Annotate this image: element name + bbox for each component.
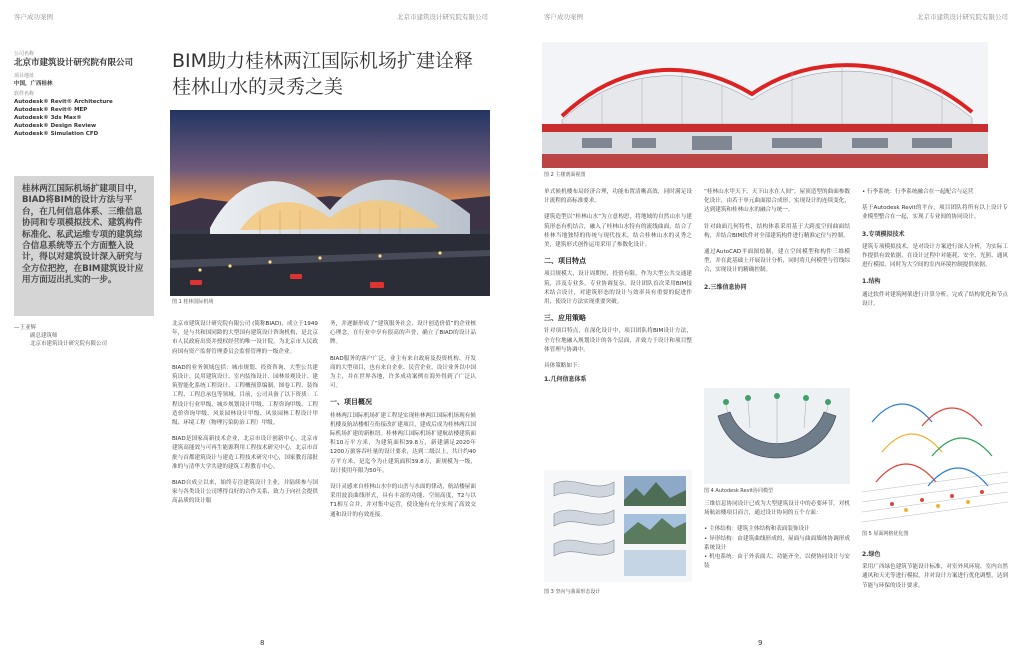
- quote-attribution: [14, 324, 154, 348]
- paragraph: 北京市建筑设计研究院有限公司 (简称BIAD)，成立于1949年，是与共和国同龄的大型国有建筑设计咨询机构，是北京市人民政府出资并授权经营的唯一设计院，为北京市人民政府国有资产监督管理委员会监督管理的一级企业。: [172, 321, 318, 355]
- list-item: 1.几何信息体系: [544, 376, 587, 384]
- paragraph: 基于Autodesk Revit的平台，项目团队将所有以上设计专业模型整合在一起，实现了专业间的协同设计。: [862, 205, 1008, 221]
- page-header-right: 北京市建筑设计研究院有限公司: [397, 13, 488, 21]
- paragraph: 通过AutoCAD平面图绘制，建立空间模型和构件三维模型，并在此基础上开展设计分析，同时将几何模型与管线综合，实现设计的精确控制。: [704, 249, 850, 274]
- render-caption: 图 2 主楼剖面视图: [544, 172, 586, 178]
- bullet-item: • 主体结构：建筑主体结构和表面装饰设计: [704, 526, 810, 533]
- paragraph: 针对项目特点，在深化设计中，项目团队将BIM设计方法，全方位地融入规划设计的各个层面，并致力于设计和项目整体管理与协调中。: [544, 328, 692, 353]
- paragraph: 建筑专项模拟技术，是对设计方案进行深入分析，为实际工作提供有效依据，在设计过程中对能耗、安全、光照、通风进行模拟，同时为大空间的室内环境控制提供依据。: [862, 243, 1008, 269]
- meta-label: 项目地址: [14, 73, 35, 79]
- paragraph: 项目规模大，设计周期短，投资有限，作为大型公共交通建筑，涉及专业多，专业协调复杂，设计团队首次采用BIM技术结合设计，对建筑形态的设计与效率具有重要的促进作用，使设计方法实现重要突破。: [544, 271, 692, 306]
- list-intro: 具体策略如下：: [544, 363, 584, 370]
- page-header-right: 北京市建筑设计研究院有限公司: [917, 13, 1008, 21]
- paragraph: 针对曲面几何特性，结构体系采用基于大跨度空间曲面结构，并结合BIM软件对全部建筑构件进行精准定位与控制。: [704, 223, 850, 239]
- body-column-2: [330, 320, 476, 625]
- list-item: 2.三维信息协同: [704, 283, 747, 291]
- revit-collaboration-diagram: [704, 388, 850, 484]
- subheading: 3.专项模拟技术: [862, 230, 905, 238]
- bullet-item: • 异形结构：由建筑曲线形成的，屋面与曲面墙体协调形成系统设计: [704, 535, 850, 551]
- figure-3-caption: 图 3 坚向与曲面形态设计: [544, 589, 601, 595]
- terminal-section-drawing: [542, 42, 988, 168]
- roof-grid-analysis: [862, 392, 1008, 526]
- figure-5-caption: 图 5 屋面网格优化图: [862, 531, 909, 537]
- right-page: [512, 0, 1024, 663]
- figure-roof-grid: [862, 392, 1008, 526]
- paragraph: “桂林山水甲天下，天下山水在人间”。屋顶造型的曲面参数化设计，由若干单元曲面拟合成形，实现设计的连续变化，达到建筑和桂林山水的融合与统一。: [704, 189, 850, 214]
- section-heading: 二、项目特点: [544, 257, 586, 266]
- paragraph: BIAD自成立以来，始终专注建筑设计主业，并陆续参与国家与各类设计公司博得良好的合作关系，致力于向社会提供高品质的设计服: [172, 480, 318, 505]
- figure-models: [544, 470, 692, 582]
- section-render: [542, 42, 988, 168]
- body-column-3: [862, 188, 1008, 388]
- paragraph: 建筑造型以“桂林山水”为立意构思，将地域的自然山水与建筑形态有机结合，融入了桂林山水特有的流线曲面，结合了桂林当地独特的传统与现代技术，结合桂林山水的灵秀之美，建筑形式创作运用采用了参数化设计。: [544, 214, 692, 249]
- paragraph: BIAD服务的客户广泛，业主有来自政府及投资机构、开发商的大型项目，也有来自企业、民营企业，设计业务以中国为主，并在世界各地，许多成功案例在海外得到了广泛认可。: [330, 355, 476, 390]
- paragraph: 桂林两江国际机场扩建工程是实现桂林两江国际机场现有候机楼及航站楼相互衔接改扩建项目，建成后成为桂林两江国际机场扩建的新枢纽。桂林两江国际机场扩建航站楼建筑面积10万平方米，为建筑面积39.8万，新建满足2020年1200万旅客吞吐量的设计要求，达到二级以上，共计约40万平方米，是迄今为止建筑面积39.8万，新规模为一级，设计使用年限为50年。: [330, 412, 476, 474]
- page-number: 9: [758, 639, 763, 647]
- figure-4-caption: 图 4 Autodesk Revit协同模型: [704, 488, 773, 494]
- figure-revit-model: [704, 388, 850, 484]
- project-location: 中国，广西桂林: [14, 81, 53, 87]
- bullet-item: • 机电系统：由于外表面大、功能齐全，以便协同设计与安装: [704, 554, 850, 570]
- pull-quote-box: [14, 176, 154, 316]
- page-header-left: 客户成功案例: [544, 13, 583, 21]
- section-heading: 三、应用策略: [544, 314, 586, 323]
- paragraph: 单式候机楼布局经济合理，功能布置清晰高效，同时满足设计流程的高标准要求。: [544, 189, 692, 205]
- paragraph: 通过软件对建筑网架进行计算分析，完成了结构优化和节点设计。: [862, 291, 1008, 307]
- meta-label: 软件名称: [14, 91, 35, 97]
- list-item: 2.绿色: [862, 551, 881, 558]
- airport-illustration: [170, 110, 490, 296]
- page-number: 8: [260, 639, 265, 647]
- paragraph: 采用广西绿色建筑节能设计标准，对室外风环境、室内自然通风和天光等进行模拟，并对设计方案进行优化调整，达到节能与环保的设计要求。: [862, 564, 1008, 589]
- paragraph: 设计灵感来自桂林山水中的山峦与水面的律动，航站楼屋面采用波浪曲线形式，具有丰富的功能、空间高度，T2与以T1相互合并，并对集中运营，使设施有充分实现了高效交通和设计的有效连接。: [330, 484, 476, 518]
- paragraph: BIAD的业务领域包括：城市规划、投资咨询、大型公共建筑设计、民用建筑设计、室内装饰设计、园林景观设计、建筑智能化系统工程设计、工程概预算编制、图卷工程、装饰工程、工程总承包等领域。目前，公司具备了以下资质：工程设计行业甲级、城乡规划设计甲级、工程咨询甲级、工程造价咨询甲级、风景园林设计甲级、风景园林工程设计甲级、环境工程（物理污染防治工程）甲级。: [172, 364, 318, 427]
- attribution-role: 副总建筑师 北京市建筑设计研究院有限公司: [30, 333, 108, 347]
- section-heading: 一、项目概况: [330, 398, 372, 407]
- body-column-1: [172, 320, 318, 625]
- paragraph: 三维信息协同设计已成为大型建筑设计中的必要环节，对机场航站楼项目而言，通过设计协同的五个方面：: [704, 501, 850, 517]
- article-title: BIM助力桂林两江国际机场扩建诠释桂林山水的灵秀之美: [172, 50, 474, 98]
- paragraph: 务，并逐渐形成了“建筑服务社会，设计创造价值”的企业核心理念，在行业中享有很高的声誉，确立了BIAD的设计品牌。: [330, 321, 476, 346]
- pull-quote-text: 桂林两江国际机场扩建项目中，BIAD将BIM的设计方法与平台，在几何信息体系、三维信息协同和专项模拟技术、建筑构件标准化、私武运维专项的建筑综合信息系统等五个方面整入设计，得以对建筑设计深入研究与全方位把控，在BIM建筑设计应用方面迈出扎实的一步。: [22, 184, 144, 286]
- attribution-name: —王亚辉: [14, 325, 37, 331]
- company-name: 北京市建筑设计研究院有限公司: [14, 58, 134, 68]
- meta-label: 公司名称: [14, 51, 35, 57]
- paragraph: BIAD是国家高新技术企业，北京市设计创新中心，北京市建筑高能效与可再生能源利用工程技术研究中心，北京市首批与首都建筑设计与建造工程技术研究中心，国家教育部批准的与清华大学共建的建筑工程教育中心。: [172, 436, 318, 470]
- software-list: Autodesk® Revit® Architecture Autodesk® Revit® MEP Autodesk® 3ds Max® Autodesk® Design Review Autodesk® Simulation CFD: [14, 99, 113, 137]
- body-column-3-lower: [862, 546, 1008, 616]
- list-item: 1.结构: [862, 278, 881, 286]
- body-column-2-lower: [704, 500, 850, 610]
- photo-caption: 图 1 桂林国际机场: [172, 299, 214, 305]
- paragraph: • 行李系统：行李系统融合在一起配合与运营: [862, 189, 974, 195]
- form-study-graphics: [544, 470, 692, 582]
- project-meta: [14, 50, 144, 140]
- body-column-2: [704, 188, 850, 396]
- page-header-left: 客户成功案例: [14, 13, 53, 21]
- airport-photo: [170, 110, 490, 296]
